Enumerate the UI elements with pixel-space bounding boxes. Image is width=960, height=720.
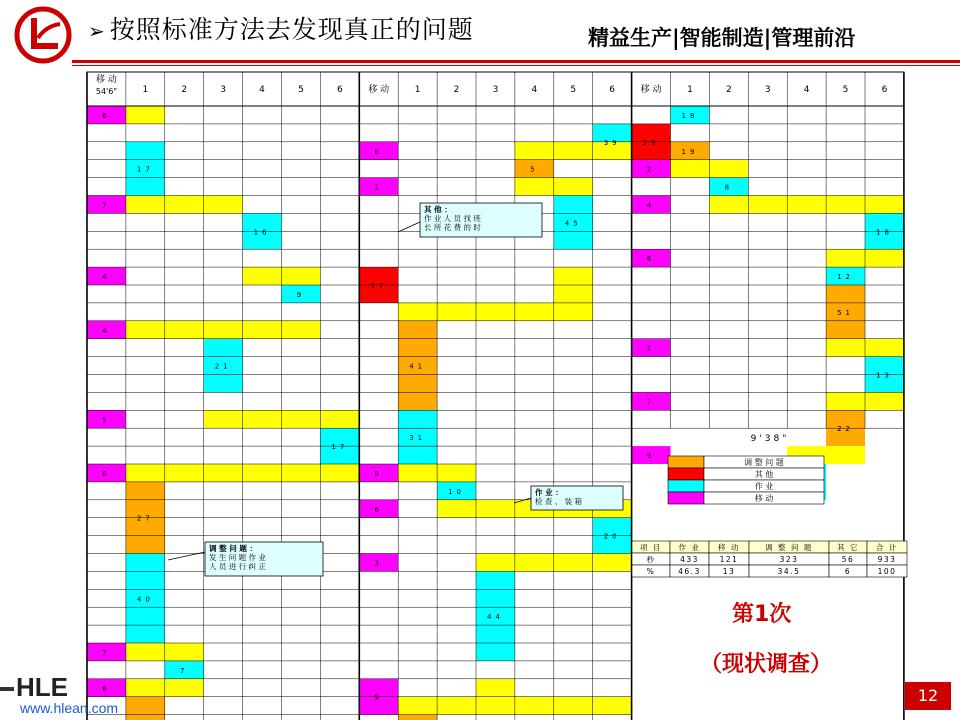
bar-value-label: 2 <box>646 165 656 174</box>
column-header-number: 2 <box>725 85 732 95</box>
legend-label: 移 动 <box>754 494 774 503</box>
status-label: （现状调查） <box>700 652 833 677</box>
bar-value-label: 9 <box>374 469 383 478</box>
summary-text: 100 <box>877 567 897 576</box>
column-header-number: 5 <box>570 85 577 95</box>
legend-label: 调 整 问 题 <box>744 458 784 467</box>
bar-value-label: 6 <box>102 111 111 120</box>
slide-subtitle: 精益生产|智能制造|管理前沿 <box>588 26 856 50</box>
column-header-move: 移 动 <box>96 75 117 85</box>
bar-value-label: 4 <box>646 201 656 210</box>
summary-text: 项 目 <box>640 543 662 552</box>
callout-title: 调 整 问 题 ： <box>209 544 257 553</box>
bar-segment-yellow <box>709 196 904 214</box>
column-header-number: 1 <box>687 85 693 95</box>
bar-value-label: 7 <box>646 398 656 407</box>
summary-text: 34.5 <box>777 567 801 576</box>
brand-text: HLE <box>16 672 68 702</box>
bar-segment-yellow <box>126 196 243 214</box>
column-header-number: 1 <box>142 85 149 95</box>
column-header-number: 2 <box>453 85 460 95</box>
bar-value-label: 18 <box>875 228 893 237</box>
callout-title: 其 他 ： <box>424 205 452 214</box>
summary-text: 46.3 <box>678 567 701 576</box>
bar-segment-yellow <box>126 321 321 339</box>
bar-value-label: 19 <box>681 147 699 156</box>
title-text: 按照标准方法去发现真正的问题 <box>109 15 474 44</box>
bar-value-label: 16 <box>253 228 271 237</box>
column-header-number: 3 <box>220 85 227 95</box>
bar-value-label: 31 <box>409 434 427 443</box>
summary-text: 433 <box>680 555 699 564</box>
bar-segment-adjust <box>398 715 437 720</box>
bar-value-label: 45 <box>564 219 582 228</box>
bar-value-label: 5 <box>102 416 111 425</box>
column-header-move-time: 54'6" <box>95 87 118 96</box>
summary-table <box>632 541 907 577</box>
column-header-number: 5 <box>298 85 304 95</box>
summary-text: 移 动 <box>718 543 740 552</box>
bar-value-label: 37 <box>370 282 388 290</box>
column-header-move: 移 动 <box>640 85 662 95</box>
legend-swatch-move <box>668 492 704 504</box>
bar-value-label: 8 <box>724 183 734 192</box>
summary-text: % <box>646 567 656 576</box>
bar-value-label: 1 <box>374 183 383 192</box>
legend-swatch-adjust <box>668 456 704 468</box>
column-header-number: 6 <box>336 85 343 95</box>
column-header-number: 3 <box>492 85 499 95</box>
bar-value-label: 41 <box>409 362 427 371</box>
total-time: 9'38" <box>750 434 790 444</box>
bar-value-label: 6 <box>102 469 111 478</box>
bar-value-label: 51 <box>837 308 855 317</box>
summary-text: 调 整 问 题 <box>765 543 813 552</box>
column-header-number: 4 <box>259 85 265 95</box>
bar-value-label: 1 <box>646 344 656 353</box>
bar-value-label: 21 <box>214 362 232 371</box>
column-header-number: 4 <box>531 85 538 95</box>
column-header-number: 4 <box>803 85 810 95</box>
callout-line: 发 生 问 题 作 业 <box>209 553 266 562</box>
column-header-number: 1 <box>414 85 421 95</box>
summary-text: 121 <box>719 555 739 564</box>
summary-text: 6 <box>844 567 852 576</box>
bar-segment-yellow <box>398 303 593 321</box>
bar-value-label: 17 <box>331 443 349 452</box>
title-bullet-icon: ➢ <box>88 19 106 43</box>
bar-value-label: 9 <box>646 452 656 461</box>
summary-text: 323 <box>779 555 799 564</box>
bar-segment-adjust <box>126 697 165 720</box>
column-header-number: 6 <box>609 85 616 95</box>
footer-url[interactable]: www.hlean.com <box>20 700 119 716</box>
bar-value-label: 19 <box>642 138 660 147</box>
column-header-move: 移 动 <box>368 85 390 95</box>
callout-line: 人 员 进 行 纠 正 <box>209 562 266 571</box>
bar-value-label: 39 <box>603 138 621 147</box>
bar-segment-yellow <box>476 679 515 697</box>
column-header-number: 2 <box>181 85 188 95</box>
summary-text: 秒 <box>646 555 656 564</box>
callout-title: 作 业 ： <box>535 488 563 497</box>
bar-value-label: 6 <box>102 684 111 693</box>
summary-text: 933 <box>877 555 897 564</box>
legend-swatch-other <box>668 468 704 480</box>
bar-segment-yellow <box>126 106 165 124</box>
page-number: 12 <box>905 682 951 710</box>
bar-value-label: 27 <box>136 514 154 523</box>
legend-label: 作 业 <box>754 482 774 491</box>
bar-value-label: 18 <box>681 111 699 120</box>
bar-value-label: 9 <box>374 693 383 702</box>
bar-value-label: 4 <box>102 273 111 282</box>
bar-value-label: 44 <box>486 613 504 622</box>
bar-value-label: 17 <box>136 165 154 174</box>
bar-value-label: 9 <box>296 290 306 299</box>
summary-text: 其 它 <box>837 543 859 552</box>
column-header-number: 5 <box>842 85 849 95</box>
bar-value-label: 4 <box>102 326 111 335</box>
bar-value-label: 22 <box>837 425 855 434</box>
callout-line: 长 所 花 费 的 时 <box>424 223 481 232</box>
bar-value-label: 5 <box>530 165 539 174</box>
bar-value-label: 40 <box>136 595 154 604</box>
bar-value-label: 7 <box>180 666 189 675</box>
summary-text: 56 <box>841 555 855 564</box>
callout-line: 检 查 、 装 箱 <box>535 497 583 506</box>
legend-swatch-work <box>668 480 704 492</box>
bar-value-label: 7 <box>102 201 111 210</box>
bar-value-label: 13 <box>875 371 893 380</box>
pass-label: 第1次 <box>732 602 792 627</box>
summary-text: 13 <box>722 567 736 576</box>
legend-label: 其 他 <box>754 470 774 479</box>
column-header-number: 3 <box>764 85 771 95</box>
bar-value-label: 7 <box>102 648 111 657</box>
summary-text: 合 计 <box>876 543 898 552</box>
bar-value-label: 3 <box>374 559 383 568</box>
bar-value-label: 8 <box>374 147 383 156</box>
bar-value-label: 6 <box>374 505 383 514</box>
bar-value-label: 12 <box>837 273 855 282</box>
summary-text: 作 业 <box>678 543 701 552</box>
bar-value-label: 6 <box>646 255 656 264</box>
bar-value-label: 10 <box>448 487 466 496</box>
column-header-number: 6 <box>881 85 888 95</box>
bar-value-label: 20 <box>603 532 621 541</box>
callout-line: 作 业 人 员 找 班 <box>424 214 481 223</box>
